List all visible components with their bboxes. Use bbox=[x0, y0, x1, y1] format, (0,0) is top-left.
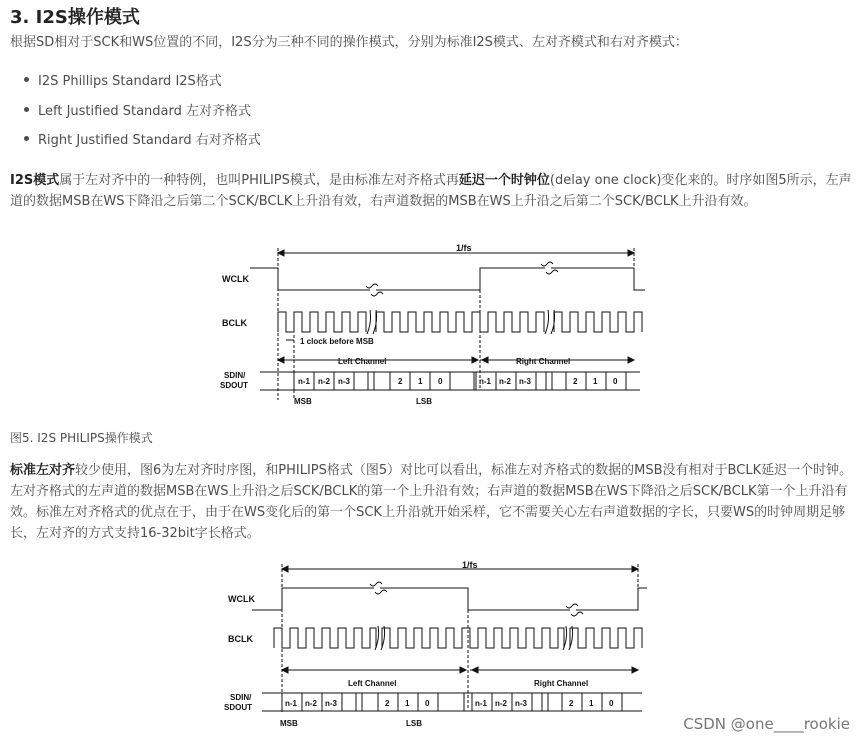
delay-label: 1 clock before MSB bbox=[300, 337, 374, 346]
bullet-icon bbox=[24, 107, 29, 112]
list-item-text: Left Justified Standard 左对齐格式 bbox=[38, 104, 251, 119]
data-bit-cell: n-2 bbox=[305, 699, 317, 708]
bold-term: 延迟一个时钟位 bbox=[458, 173, 550, 188]
data-bit-cell: 0 bbox=[425, 699, 430, 708]
data-bit-cell: n-1 bbox=[285, 699, 297, 708]
data-bit-cell: n-2 bbox=[499, 377, 511, 386]
data-bit-cell: 1 bbox=[405, 699, 410, 708]
watermark: CSDN @one____rookie bbox=[683, 715, 850, 733]
list-item bbox=[24, 100, 251, 119]
data-bit-cell: 1 bbox=[593, 377, 598, 386]
msb-label: MSB bbox=[280, 719, 298, 728]
intro-paragraph: 根据SD相对于SCK和WS位置的不同，I2S分为三种不同的操作模式，分别为标准I2S模式、左对齐模式和右对齐模式： bbox=[10, 35, 688, 50]
data-bit-cell: 1 bbox=[418, 377, 423, 386]
paragraph-text: (delay one clock)变化来的。时序如图5所示，左声道的数据MSB在WS下降沿之后第二个SCK/BCLK上升沿有效，右声道数据的MSB在WS上升沿之后第二个SCK/BCLK上升沿有效。 bbox=[10, 173, 852, 209]
right-channel-label: Right Channel bbox=[516, 357, 571, 366]
period-label: 1/fs bbox=[456, 243, 472, 253]
data-bit-cell: n-1 bbox=[298, 377, 310, 386]
data-bit-cell: n-3 bbox=[325, 699, 337, 708]
data-bit-cell: 2 bbox=[573, 377, 578, 386]
data-bit-cell: 2 bbox=[385, 699, 390, 708]
list-item-text: I2S Phillips Standard I2S格式 bbox=[38, 74, 222, 89]
left-channel-label: Left Channel bbox=[338, 357, 387, 366]
data-bit-cell: 0 bbox=[609, 699, 614, 708]
left-justified-paragraph bbox=[10, 460, 855, 544]
data-bit-cell: n-1 bbox=[475, 699, 487, 708]
bold-term: 标准左对齐 bbox=[10, 463, 76, 478]
section-heading: 3. I2S操作模式 bbox=[10, 7, 140, 28]
paragraph-text: 属于左对齐中的一种特例，也叫PHILIPS模式，是由标准左对齐格式再 bbox=[59, 173, 459, 188]
data-bit-cell: 2 bbox=[398, 377, 403, 386]
data-bit-cell: 1 bbox=[589, 699, 594, 708]
bclk-label: BCLK bbox=[228, 634, 253, 644]
sdout-label: SDOUT bbox=[224, 703, 252, 712]
left-channel-label: Left Channel bbox=[348, 679, 397, 688]
wclk-label: WCLK bbox=[222, 274, 249, 284]
data-bit-cell: 0 bbox=[613, 377, 618, 386]
bold-term: I2S模式 bbox=[10, 173, 60, 188]
paragraph-text: 较少使用，图6为左对齐时序图，和PHILIPS格式（图5）对比可以看出，标准左对齐格式的数据的MSB没有相对于BCLK延迟一个时钟。左对齐格式的左声道的数据MSB在WS上升沿之后SCK/BCLK的第一个上升沿有效；右声道的数据MSB在WS下降沿之后SCK/BCLK第一个上升沿有效。标准左对齐格式的优点在于，由于在WS变化后的第一个SCK上升沿就开始采样，它不需要关心左右声道数据的字长，只要WS的时钟周期足够长，左对齐的方式支持16-32bit字长格式。 bbox=[10, 463, 853, 541]
wclk-label: WCLK bbox=[228, 594, 255, 604]
lsb-label: LSB bbox=[416, 397, 432, 406]
data-bit-cell: n-3 bbox=[515, 699, 527, 708]
list-item bbox=[24, 129, 261, 148]
i2s-mode-paragraph bbox=[10, 170, 855, 212]
timing-diagram-left-justified bbox=[222, 560, 652, 730]
data-bit-cell: 2 bbox=[569, 699, 574, 708]
sdin-label: SDIN/ bbox=[230, 693, 252, 702]
data-bit-cell: n-2 bbox=[495, 699, 507, 708]
data-bit-cell: n-2 bbox=[318, 377, 330, 386]
bclk-label: BCLK bbox=[222, 318, 247, 328]
bullet-icon bbox=[24, 136, 29, 141]
period-label: 1/fs bbox=[462, 560, 478, 570]
figure-caption: 图5. I2S PHILIPS操作模式 bbox=[10, 431, 153, 445]
bullet-icon bbox=[24, 77, 29, 82]
sdout-label: SDOUT bbox=[220, 381, 248, 390]
data-bit-cell: n-3 bbox=[338, 377, 350, 386]
timing-diagram-philips bbox=[220, 240, 650, 410]
msb-label: MSB bbox=[294, 397, 312, 406]
data-bit-cell: n-3 bbox=[519, 377, 531, 386]
lsb-label: LSB bbox=[406, 719, 422, 728]
list-item-text: Right Justified Standard 右对齐格式 bbox=[38, 133, 261, 148]
right-channel-label: Right Channel bbox=[534, 679, 589, 688]
list-item bbox=[24, 70, 222, 89]
data-bit-cell: n-1 bbox=[479, 377, 491, 386]
sdin-label: SDIN/ bbox=[224, 371, 246, 380]
data-bit-cell: 0 bbox=[438, 377, 443, 386]
